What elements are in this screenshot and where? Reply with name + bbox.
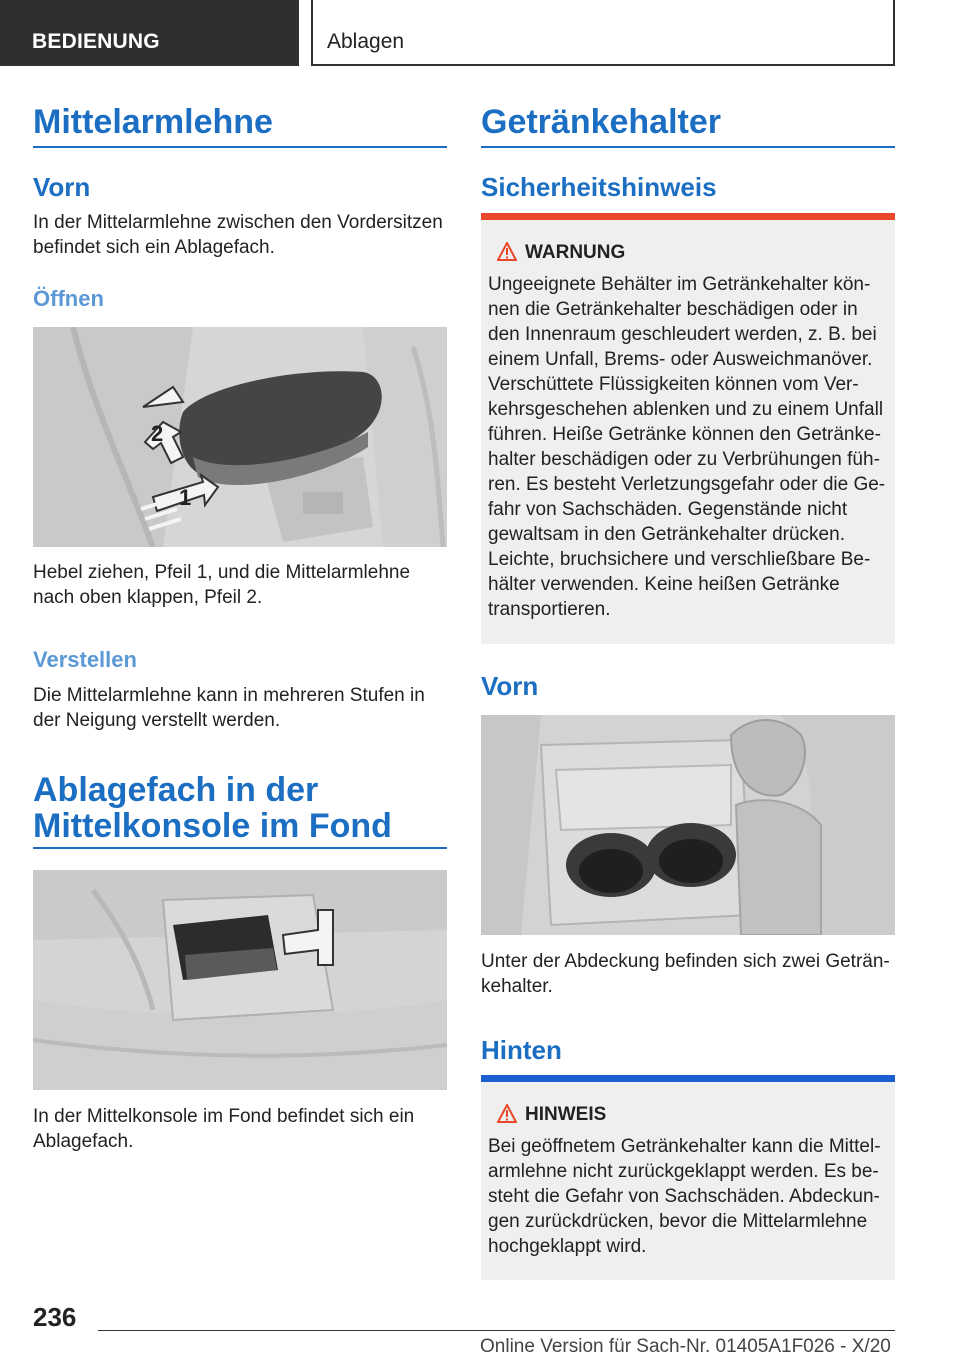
- header-chapter-label: Ablagen: [327, 30, 405, 53]
- warning-line: den Innenraum geschleudert werden, z. B. bei: [488, 324, 877, 345]
- warning-line: einem Unfall, Brems- oder Ausweichmanöver.: [488, 349, 873, 370]
- warning-text: [488, 272, 885, 622]
- warning-box: [481, 213, 895, 644]
- subheading-oeffnen: Öffnen: [33, 286, 104, 311]
- warning-label: WARNUNG: [525, 242, 626, 263]
- subheading-verstellen: Verstellen: [33, 647, 137, 672]
- footer-version-text: Online Version für Sach-Nr. 01405A1F026 - X/20: [480, 1336, 891, 1357]
- section-title-mittelarmlehne: Mittelarmlehne: [33, 103, 273, 141]
- subheading-vorn: Vorn: [481, 671, 539, 701]
- hint-bar: [481, 1075, 895, 1082]
- hint-line: armlehne nicht zurückgeklappt werden. Es be-: [488, 1161, 879, 1182]
- hint-label: HINWEIS: [525, 1104, 607, 1125]
- oeffnen-caption: Hebel ziehen, Pfeil 1, und die Mittelarmlehne nach oben klappen, Pfeil 2.: [33, 562, 411, 608]
- verstellen-text: Die Mittelarmlehne kann in mehreren Stufen in der Neigung verstellt werden.: [33, 685, 425, 731]
- warning-line: fahr von Sachschäden. Gegenstände nicht: [488, 499, 848, 520]
- subheading-vorn: Vorn: [33, 172, 91, 202]
- warning-line: führen. Heiße Getränke können den Getränke-: [488, 424, 881, 445]
- hint-line: gen zurückdrücken, bevor die Mittelarmlehne: [488, 1211, 868, 1232]
- page-number: 236: [33, 1302, 77, 1332]
- header-section-tab: [0, 0, 299, 66]
- arrow-label-1: 1: [179, 485, 192, 510]
- header-chapter-box: [311, 0, 895, 66]
- warning-line: transportieren.: [488, 599, 611, 620]
- section-title-getraenkehalter: Getränkehalter: [481, 103, 721, 141]
- armrest-illustration: [33, 327, 447, 547]
- cupholder-caption-line: kehalter.: [481, 976, 553, 997]
- rear-console-illustration: [33, 870, 447, 1090]
- warning-line: gewaltsam in den Getränkehalter drücken.: [488, 524, 845, 545]
- warning-line: hälter verwenden. Keine heißen Getränke: [488, 574, 840, 595]
- cupholder-caption: [481, 949, 895, 999]
- arrow-label-2: 2: [151, 421, 164, 446]
- subheading-sicherheitshinweis: Sicherheitshinweis: [481, 172, 717, 202]
- title-rule: [33, 146, 447, 148]
- vorn-text: In der Mittelarmlehne zwischen den Vordersitzen befindet sich ein Ablagefach.: [33, 212, 443, 258]
- section-title-ablagefach-line1: Ablagefach in der: [33, 771, 319, 809]
- section-title-ablagefach-line2: Mittelkonsole im Fond: [33, 807, 392, 845]
- hint-text: [488, 1134, 881, 1259]
- hint-line: steht die Gefahr von Sachschäden. Abdeckun-: [488, 1186, 880, 1207]
- warning-line: nen die Getränkehalter beschädigen oder in: [488, 299, 858, 320]
- cupholder-caption-line: Unter der Abdeckung befinden sich zwei Geträn-: [481, 951, 890, 972]
- warning-line: Verschüttete Flüssigkeiten können vom Ver-: [488, 374, 859, 395]
- footer-rule: [98, 1330, 895, 1331]
- warning-line: ren. Es besteht Verletzungsgefahr oder die Ge-: [488, 474, 886, 495]
- warning-triangle-icon: [497, 242, 517, 261]
- hint-line: hochgeklappt wird.: [488, 1236, 647, 1257]
- warning-triangle-icon: [497, 1104, 517, 1123]
- warning-line: Ungeeignete Behälter im Getränkehalter kön-: [488, 274, 871, 295]
- title-rule: [481, 146, 895, 148]
- header-section-label: BEDIENUNG: [32, 30, 160, 53]
- title-rule: [33, 847, 447, 849]
- subheading-hinten: Hinten: [481, 1035, 562, 1065]
- warning-line: kehrsgeschehen ablenken und zu einem Unfall: [488, 399, 884, 420]
- hint-line: Bei geöffnetem Getränkehalter kann die Mittel-: [488, 1136, 881, 1157]
- hint-box: [481, 1075, 895, 1280]
- warning-bar: [481, 213, 895, 220]
- warning-line: Leichte, bruchsichere und verschließbare Be-: [488, 549, 871, 570]
- warning-line: halter beschädigen oder zu Verbrühungen füh-: [488, 449, 880, 470]
- cupholder-front-illustration: [481, 715, 895, 935]
- ablagefach-caption: In der Mittelkonsole im Fond befindet sich ein Ablagefach.: [33, 1106, 415, 1152]
